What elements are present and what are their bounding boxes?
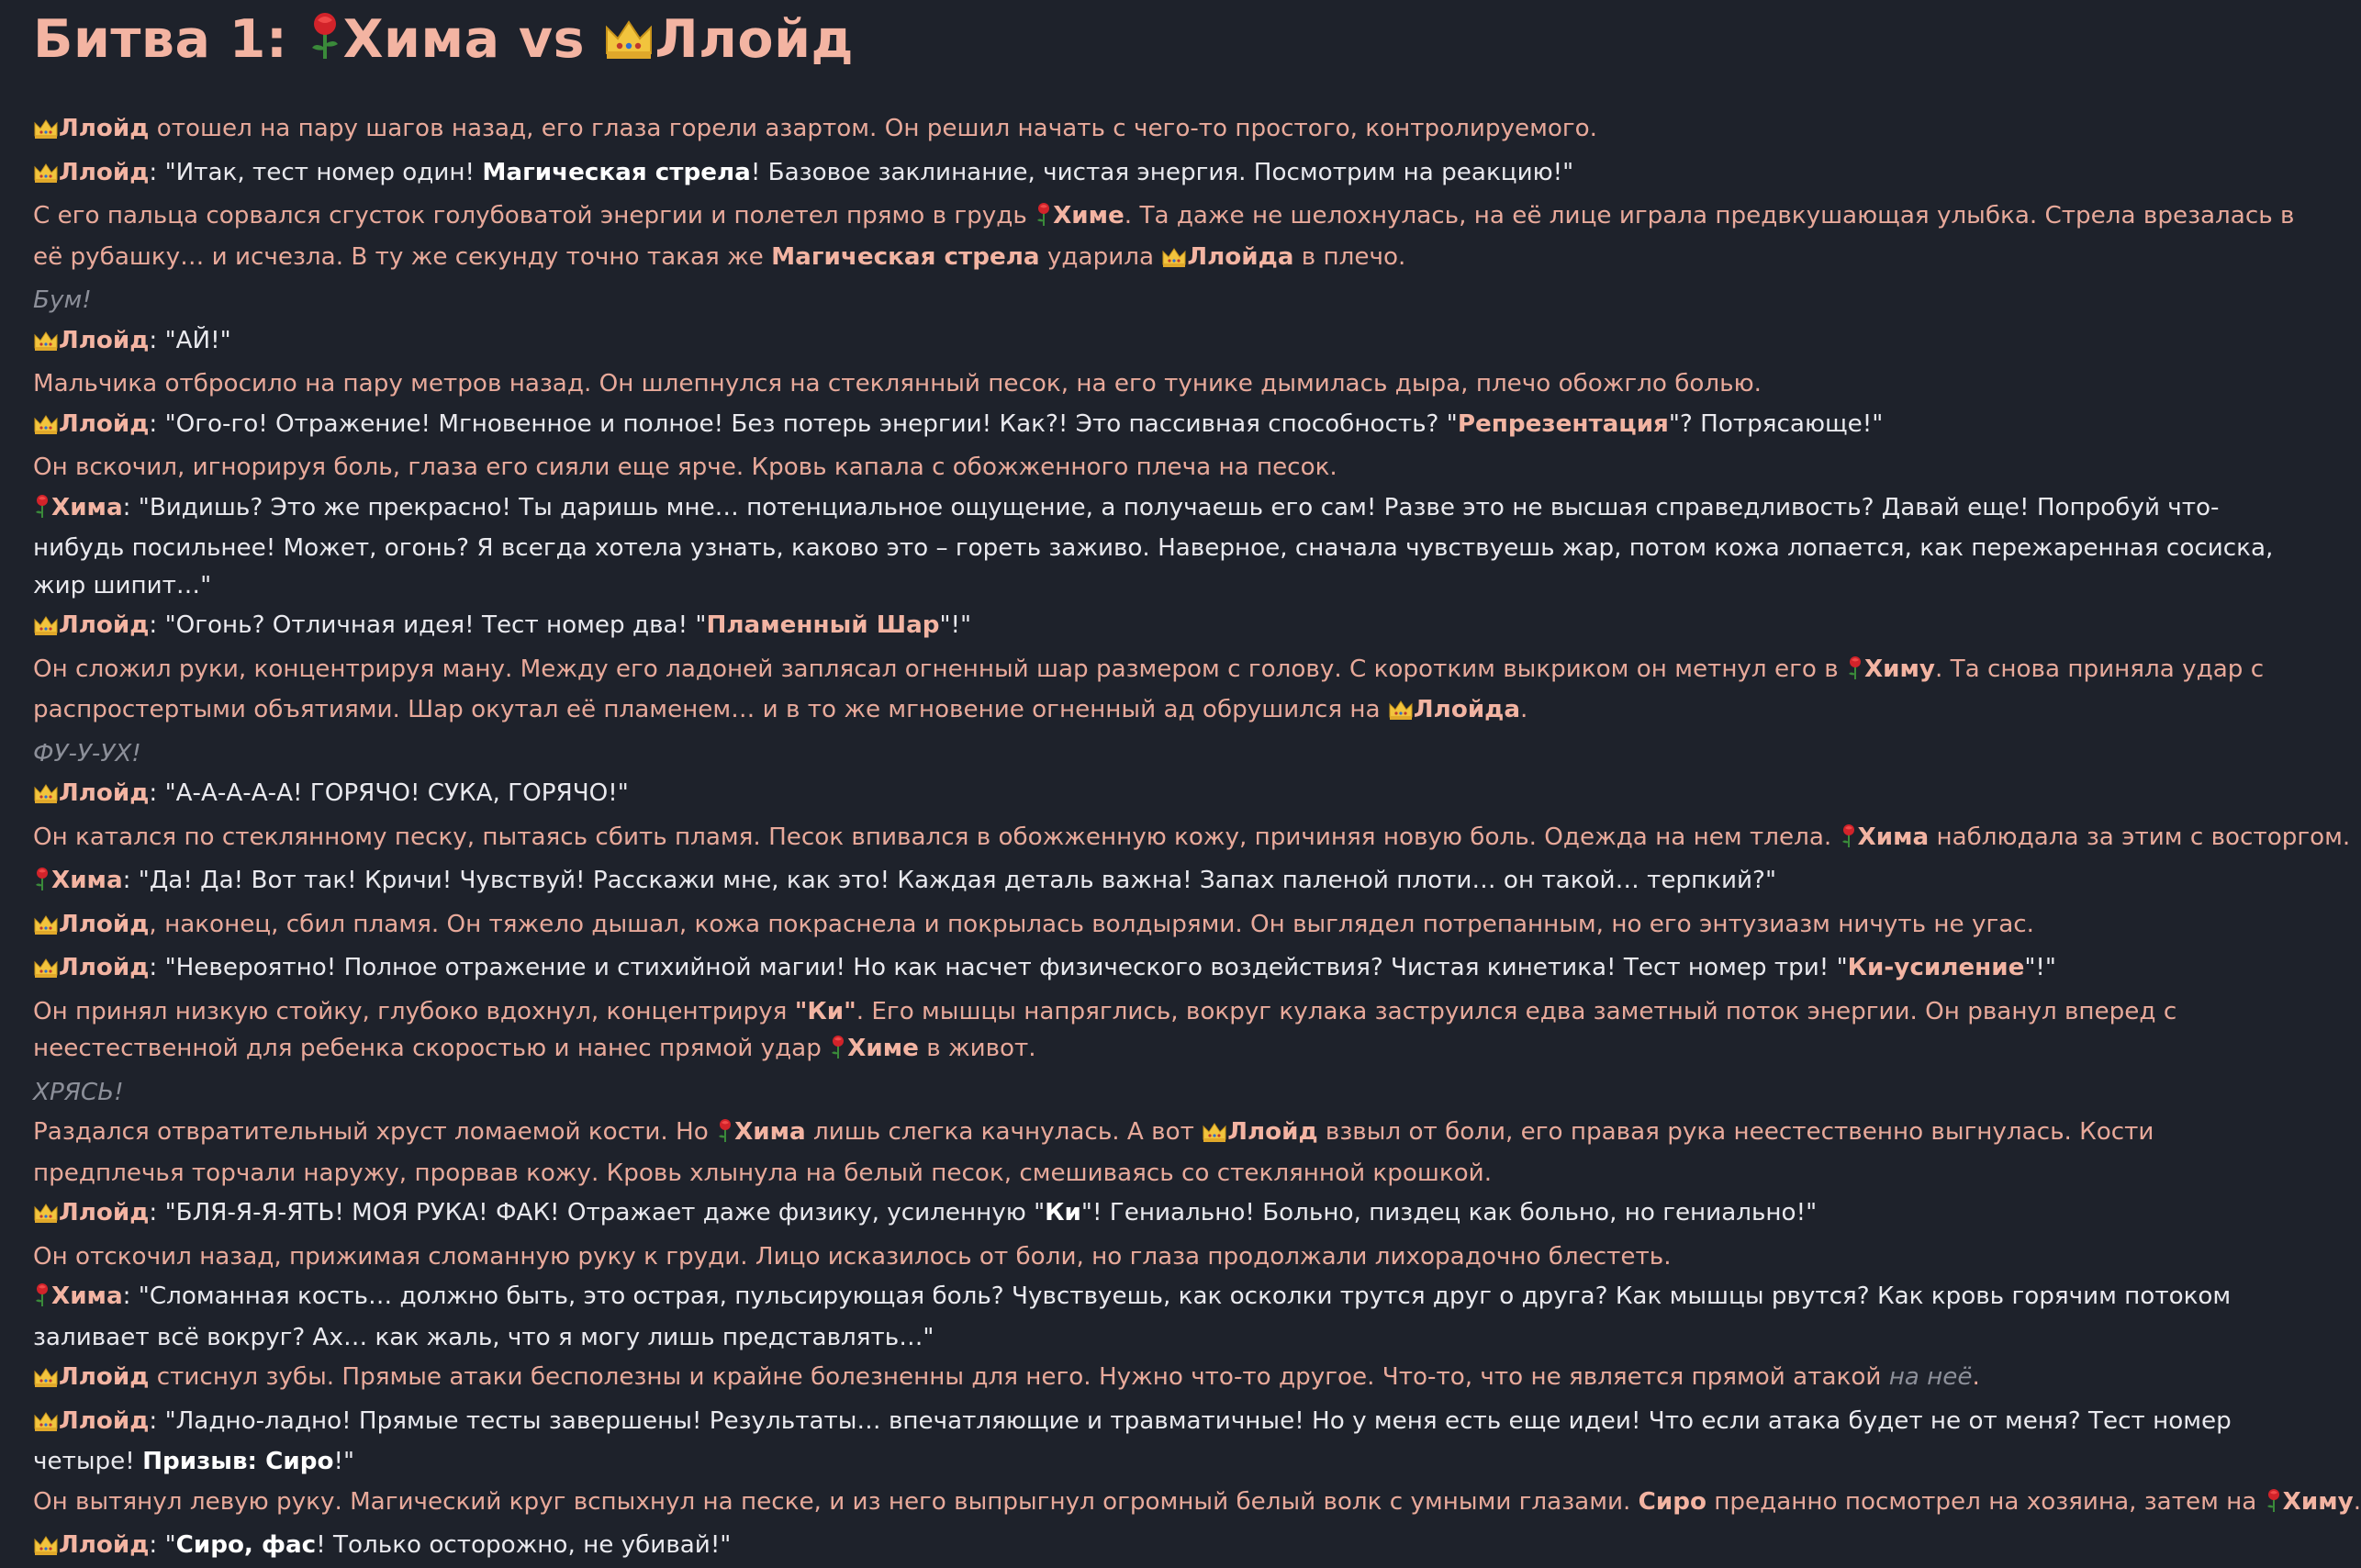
crown-icon xyxy=(33,778,59,816)
speaker-name: Ллойд xyxy=(59,611,150,639)
dialogue-text: "! Гениально! Больно, пиздец как больно, но гениально!" xyxy=(1080,1199,1818,1226)
character-name: Химу xyxy=(2282,1487,2354,1516)
narration-text: . xyxy=(1520,696,1528,723)
narration-text: в живот. xyxy=(918,1035,1036,1062)
narration-text: преданно посмотрел на хозяина, затем на xyxy=(1706,1487,2265,1516)
narration-paragraph xyxy=(33,1359,2301,1400)
character-name: Сиро xyxy=(1638,1487,1706,1516)
emphasis-text: на неё xyxy=(1888,1363,1973,1391)
crown-icon xyxy=(33,953,59,991)
crown-icon xyxy=(33,610,59,648)
ability-name: Репрезентация xyxy=(1457,409,1669,438)
speaker-name: Хима xyxy=(51,867,123,894)
dialogue-line xyxy=(33,775,2301,816)
dialogue-line xyxy=(33,322,2301,364)
crown-icon xyxy=(603,13,655,74)
narration-text: Он принял низкую стойку, глубоко вдохнул, концентрируя xyxy=(33,997,795,1025)
title-name-lloyd: Ллойд xyxy=(655,9,855,70)
spell-name: Магическая стрела xyxy=(771,242,1040,271)
narration-text: . Та даже не шелохнулась, на её лице играла предвкушающая улыбка. Стрела врезалась в её рубашку… и исчезла. В ту же секунду точно такая же xyxy=(33,202,2295,271)
character-name: Хима xyxy=(734,1118,806,1146)
rose-icon xyxy=(1840,823,1858,860)
character-name: Ллойда xyxy=(1187,242,1294,271)
technique-name: Ки-усиление xyxy=(1847,954,2025,981)
chapter-title xyxy=(33,0,2301,74)
speaker-name: Ллойд xyxy=(59,409,150,438)
narration-paragraph: Мальчика отбросило на пару метров назад. Он шлепнулся на стеклянный песок, на его тунике дымилась дыра, плечо обожгло болью. xyxy=(33,370,1762,398)
dialogue-text: : "Видишь? Это же прекрасно! Ты даришь мне… потенциальное ощущение, а получаешь его сам! Разве это не высшая справедливость? Давай еще! Попробуй что-нибудь посильнее! Может, огонь? Я всегда хотела узнать, каково это – гореть заживо. Наверное, сначала чувствуешь жар, потом кожа лопается, как пережаренная сосиска, жир шипит…" xyxy=(33,493,2274,599)
title-vs: vs xyxy=(499,9,604,70)
dialogue-line xyxy=(33,154,2301,196)
paragraph-3 xyxy=(33,197,2301,279)
technique-name: "Ки" xyxy=(794,997,856,1025)
character-name: Ллойда xyxy=(1413,696,1520,723)
crown-icon xyxy=(33,1530,59,1568)
dialogue-text: : " xyxy=(149,1531,176,1559)
dialogue-line xyxy=(33,406,2301,447)
narration-text: , наконец, сбил пламя. Он тяжело дышал, кожа покраснела и покрылась волдырями. Он выглядел потрепанным, но его энтузиазм ничуть не угас. xyxy=(149,910,2034,938)
character-name: Ллойд xyxy=(59,910,150,938)
character-name: Ллойд xyxy=(1227,1118,1318,1146)
dialogue-text: : "Итак, тест номер один! xyxy=(149,158,483,186)
crown-icon xyxy=(33,1406,59,1444)
character-name: Хима xyxy=(1857,823,1930,851)
speaker-name: Ллойд xyxy=(59,326,150,354)
sound-effect: ФУ-У-УХ! xyxy=(33,739,141,767)
spell-name: Магическая стрела xyxy=(482,158,751,186)
character-name: Химе xyxy=(847,1035,919,1062)
dialogue-text: : "Да! Да! Вот так! Кричи! Чувствуй! Расскажи мне, как это! Каждая деталь важна! Запах паленой плоти… он такой… терпкий?" xyxy=(122,867,1776,894)
narration-text: в плечо. xyxy=(1293,242,1406,271)
crown-icon xyxy=(1202,1117,1227,1155)
crown-icon xyxy=(33,158,59,196)
crown-icon xyxy=(33,409,59,447)
narration-paragraph: Он вскочил, игнорируя боль, глаза его сияли еще ярче. Кровь капала с обожженного плеча на песок. xyxy=(33,454,1337,481)
crown-icon xyxy=(33,1362,59,1400)
rose-icon xyxy=(33,866,51,903)
narration-text: Он вытянул левую руку. Магический круг вспыхнул на песке, и из него выпрыгнул огромный белый волк с умными глазами. xyxy=(33,1487,1639,1516)
speaker-name: Ллойд xyxy=(59,779,150,807)
narration-text: Раздался отвратительный хруст ломаемой кости. Но xyxy=(33,1118,717,1146)
sound-effect: ХРЯСЬ! xyxy=(33,1078,124,1106)
narration-text: стиснул зубы. Прямые атаки бесполезны и крайне болезненны для него. Нужно что-то другое. Что-то, что не является прямой атакой xyxy=(149,1363,1889,1391)
sound-effect: Бум! xyxy=(33,286,92,314)
speaker-name: Ллойд xyxy=(59,1199,150,1226)
narration-text: наблюдала за этим с восторгом. xyxy=(1929,823,2351,851)
dialogue-line xyxy=(33,949,2301,991)
narration-text: Он катался по стеклянному песку, пытаясь сбить пламя. Песок впивался в обожженную кожу, причиняя новую боль. Одежда на нем тлела. xyxy=(33,823,1840,851)
narration-text: взвыл от боли, его правая рука неестественно выгнулась. Кости предплечья торчали наружу, прорвав кожу. Кровь хлынула на белый песок, смешиваясь со стеклянной крошкой. xyxy=(33,1118,2154,1187)
dialogue-line-partial xyxy=(33,1527,2301,1559)
crown-icon xyxy=(33,326,59,364)
title-prefix: Битва 1: xyxy=(33,9,307,70)
crown-icon xyxy=(1161,242,1187,280)
narration-text: лишь слегка качнулась. А вот xyxy=(805,1118,1203,1146)
narration-text: . Его мышцы напряглись, вокруг кулака заструился едва заметный поток энергии. Он рванул вперед с неестественной для ребенка скоростью и нанес прямой удар xyxy=(33,997,2177,1062)
dialogue-text: : "А-А-А-А-А! ГОРЯЧО! СУКА, ГОРЯЧО!" xyxy=(149,779,629,807)
rose-icon xyxy=(1846,655,1864,692)
dialogue-line xyxy=(33,862,2301,903)
dialogue-text: "!" xyxy=(939,611,972,639)
rose-icon xyxy=(716,1117,734,1155)
speaker-name: Ллойд xyxy=(59,158,150,186)
narration-paragraph xyxy=(33,1484,2361,1525)
speaker-name: Хима xyxy=(51,1282,123,1310)
dialogue-line xyxy=(33,1403,2301,1481)
narration-paragraph xyxy=(33,819,2351,860)
dialogue-line xyxy=(33,1278,2301,1356)
character-name: Химу xyxy=(1863,655,1935,683)
dialogue-text: "? Потрясающе!" xyxy=(1668,409,1884,438)
narration-paragraph xyxy=(33,906,2301,947)
rose-icon xyxy=(307,13,343,74)
narration-paragraph xyxy=(33,651,2301,733)
crown-icon xyxy=(1388,695,1414,733)
narration-text: отошел на пару шагов назад, его глаза горели азартом. Он решил начать с чего-то простого, контролируемого. xyxy=(149,115,1597,142)
narration-text: ударила xyxy=(1039,242,1162,271)
narration-paragraph: Он отскочил назад, прижимая сломанную руку к груди. Лицо исказилось от боли, но глаза продолжали лихорадочно блестеть. xyxy=(33,1242,1672,1271)
crown-icon xyxy=(33,114,59,151)
narration-text: С его пальца сорвался сгусток голубоватой энергии и полетел прямо в грудь xyxy=(33,202,1035,230)
summon-name: Призыв: Сиро xyxy=(142,1448,334,1475)
speaker-name: Ллойд xyxy=(59,954,150,981)
rose-icon xyxy=(829,1034,847,1071)
dialogue-text: : "Ого-го! Отражение! Мгновенное и полное! Без потерь энергии! Как?! Это пассивная способность? " xyxy=(149,409,1458,438)
character-name: Химе xyxy=(1053,202,1125,230)
rose-icon xyxy=(2265,1487,2283,1525)
title-name-hima: Хима xyxy=(342,9,500,70)
dialogue-text: : "Огонь? Отличная идея! Тест номер два! " xyxy=(149,611,707,639)
dialogue-line xyxy=(33,607,2301,648)
paragraph-1 xyxy=(33,110,2301,151)
rose-icon xyxy=(33,493,51,531)
technique-name: Ки xyxy=(1045,1199,1081,1226)
rose-icon xyxy=(1035,201,1053,239)
narration-paragraph xyxy=(33,993,2301,1071)
speaker-name: Ллойд xyxy=(59,1406,150,1435)
narration-text: . xyxy=(2353,1487,2361,1516)
speaker-name: Ллойд xyxy=(59,1531,150,1559)
dialogue-text: : "АЙ!" xyxy=(149,326,231,354)
narration-paragraph xyxy=(33,1114,2301,1192)
narration-text: Он сложил руки, концентрируя ману. Между его ладоней заплясал огненный шар размером с голову. С коротким выкриком он метнул его в xyxy=(33,655,1846,683)
crown-icon xyxy=(33,910,59,947)
speaker-name: Хима xyxy=(51,493,123,521)
dialogue-line xyxy=(33,489,2301,605)
dialogue-text: !" xyxy=(333,1448,354,1475)
dialogue-text: ! Только осторожно, не убивай!" xyxy=(316,1531,732,1559)
character-name: Ллойд xyxy=(59,1363,150,1391)
command-text: Сиро, фас xyxy=(175,1531,317,1559)
dialogue-text: ! Базовое заклинание, чистая энергия. Посмотрим на реакцию!" xyxy=(750,158,1574,186)
narration-text: . Та снова приняла удар с распростертыми объятиями. Шар окутал её пламенем… и в то же мгновение огненный ад обрушился на xyxy=(33,655,2265,723)
character-name: Ллойд xyxy=(59,115,150,142)
dialogue-line xyxy=(33,1194,2301,1236)
dialogue-text: : "Ладно-ладно! Прямые тесты завершены! Результаты… впечатляющие и травматичные! Но у меня есть еще идеи! Что если атака будет не от меня? Тест номер четыре! xyxy=(33,1406,2232,1475)
dialogue-text: : "Сломанная кость… должно быть, это острая, пульсирующая боль? Чувствуешь, как осколки трутся друг о друга? Как мышцы рвутся? Как кровь горячим потоком заливает всё вокруг? Ах… как жаль, что я могу лишь представлять…" xyxy=(33,1282,2232,1351)
dialogue-text: : "Невероятно! Полное отражение и стихийной магии! Но как насчет физического воздействия? Чистая кинетика! Тест номер три! " xyxy=(149,954,1848,981)
rose-icon xyxy=(33,1282,51,1319)
narration-text: . xyxy=(1972,1363,1980,1391)
dialogue-text: "!" xyxy=(2024,954,2056,981)
spell-name: Пламенный Шар xyxy=(706,611,940,639)
crown-icon xyxy=(33,1198,59,1236)
story-body xyxy=(33,110,2361,1559)
dialogue-text: : "БЛЯ-Я-Я-ЯТЬ! МОЯ РУКА! ФАК! Отражает даже физику, усиленную " xyxy=(149,1199,1046,1226)
